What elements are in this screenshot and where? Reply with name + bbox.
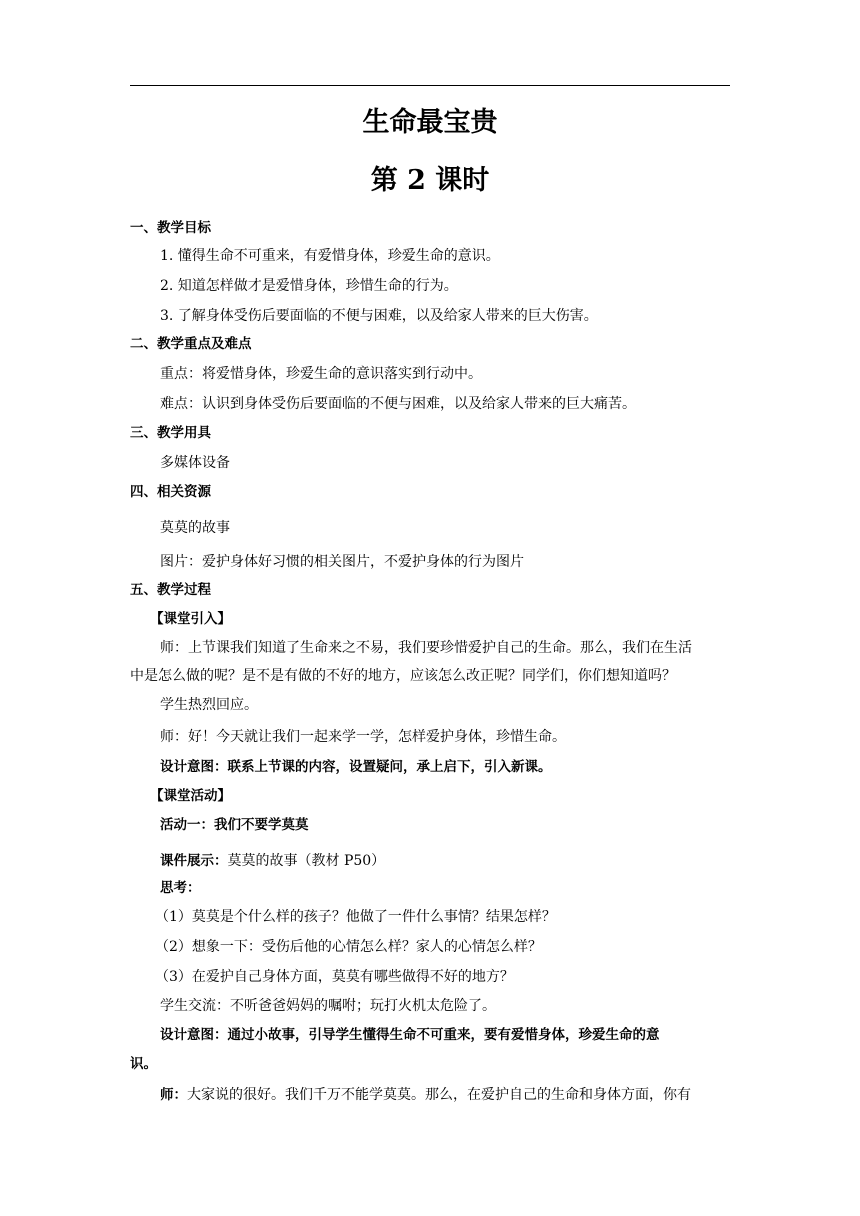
- question-item: （1）莫莫是个什么样的孩子？他做了一件什么事情？结果怎样？: [155, 909, 556, 925]
- teacher-line: 师：上节课我们知道了生命来之不易，我们要珍惜爱护自己的生命。那么，我们在生活: [160, 640, 692, 656]
- teacher-text: 大家说的很好。我们千万不能学莫莫。那么，在爱护自己的生命和身体方面，你有: [187, 1087, 691, 1103]
- section-heading-key-points: 二、教学重点及难点: [130, 336, 252, 352]
- section-heading-process: 五、教学过程: [130, 582, 211, 598]
- student-line: 学生热烈回应。: [160, 697, 258, 713]
- activity-title: 活动一：我们不要学莫莫: [160, 817, 309, 833]
- question-item: （2）想象一下：受伤后他的心情怎么样？家人的心情怎么样？: [155, 939, 542, 955]
- section-heading-tools: 三、教学用具: [130, 425, 211, 441]
- objective-item: 2. 知道怎样做才是爱惜身体，珍惜生命的行为。: [160, 278, 458, 294]
- teacher-label: 师：: [160, 1087, 187, 1103]
- key-point-item: 重点：将爱惜身体，珍爱生命的意识落实到行动中。: [160, 366, 482, 382]
- activity-label: 【课堂活动】: [150, 788, 231, 804]
- think-label: 思考：: [160, 880, 201, 896]
- student-exchange: 学生交流：不听爸爸妈妈的嘱咐；玩打火机太危险了。: [160, 998, 496, 1014]
- teacher-line: 师：好！今天就让我们一起来学一学，怎样爱护身体，珍惜生命。: [160, 729, 566, 745]
- doc-subtitle: 第 2 课时: [370, 165, 490, 196]
- courseware-label: 课件展示：: [160, 853, 228, 869]
- teacher-line: [160, 1085, 732, 1105]
- header-rule: [130, 85, 730, 86]
- design-intent-continued: 识。: [130, 1056, 157, 1072]
- courseware-text: 莫莫的故事（教材 P50）: [227, 853, 386, 869]
- doc-title: 生命最宝贵: [362, 107, 498, 138]
- resource-item: 莫莫的故事: [160, 520, 230, 536]
- section-heading-resources: 四、相关资源: [130, 484, 211, 500]
- teacher-line: 中是怎么做的呢？是不是有做的不好的地方，应该怎么改正呢？同学们，你们想知道吗？: [130, 668, 676, 684]
- courseware-line: [160, 851, 765, 871]
- intro-label: 【课堂引入】: [150, 611, 231, 627]
- tool-item: 多媒体设备: [160, 455, 230, 471]
- question-item: （3）在爱护自己身体方面，莫莫有哪些做得不好的地方？: [155, 969, 514, 985]
- section-heading-objectives: 一、教学目标: [130, 220, 211, 236]
- difficulty-item: 难点：认识到身体受伤后要面临的不便与困难，以及给家人带来的巨大痛苦。: [160, 396, 636, 412]
- objective-item: 3. 了解身体受伤后要面临的不便与困难，以及给家人带来的巨大伤害。: [160, 308, 598, 324]
- design-intent: 设计意图：联系上节课的内容，设置疑问，承上启下，引入新课。: [160, 759, 552, 775]
- resource-item: 图片：爱护身体好习惯的相关图片，不爱护身体的行为图片: [160, 554, 524, 570]
- objective-item: 1. 懂得生命不可重来，有爱惜身体，珍爱生命的意识。: [160, 248, 500, 264]
- design-intent: 设计意图：通过小故事，引导学生懂得生命不可重来，要有爱惜身体，珍爱生命的意: [160, 1027, 660, 1043]
